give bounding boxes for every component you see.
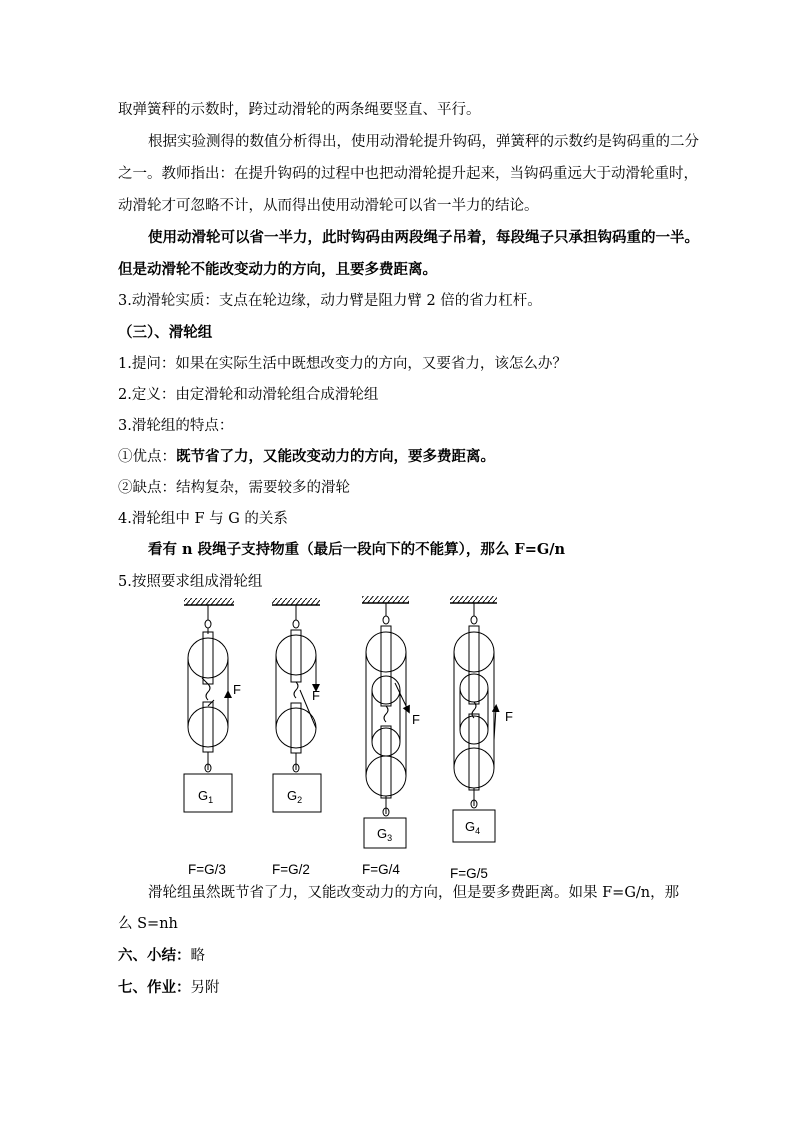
fixed-pulley-4b bbox=[460, 674, 488, 702]
section-homework bbox=[118, 978, 220, 998]
force-label-3: F bbox=[412, 712, 420, 727]
summary-line-1: 滑轮组虽然既节省了力，又能改变动力的方向，但是要多费距离。如果 F=G/n，那 bbox=[148, 885, 680, 901]
formula-2: F=G/2 bbox=[272, 862, 310, 877]
section-heading-pulley-block: （三）、滑轮组 bbox=[118, 324, 213, 341]
summary-value: 略 bbox=[190, 948, 205, 964]
item-features: 3.滑轮组的特点： bbox=[118, 418, 234, 434]
movable-pulley-3b bbox=[366, 756, 406, 796]
movable-pulley-4a bbox=[460, 716, 488, 744]
formula-3: F=G/4 bbox=[362, 862, 400, 877]
fixed-pulley-3b bbox=[372, 676, 400, 704]
fixed-pulley-3a bbox=[366, 632, 406, 672]
summary-line-2: 么 S=nh bbox=[118, 916, 178, 932]
item-definition: 2.定义：由定滑轮和动滑轮组合成滑轮组 bbox=[118, 387, 379, 403]
fixed-pulley-2 bbox=[276, 635, 316, 675]
item-f-g-relation: 4.滑轮组中 F 与 G 的关系 bbox=[118, 511, 288, 527]
fixed-pulley-4a bbox=[454, 632, 494, 672]
formula-4: F=G/5 bbox=[450, 866, 488, 881]
weight-label-4: $G_4$ bbox=[465, 819, 481, 836]
homework-value: 另附 bbox=[190, 980, 220, 996]
formula-1: F=G/3 bbox=[188, 862, 226, 877]
para-line-2: 根据实验测得的数值分析得出，使用动滑轮提升钩码，弹簧秤的示数约是钩码重的二分 bbox=[148, 134, 699, 150]
movable-pulley-1 bbox=[188, 707, 228, 747]
advantage-text: 既节省了力，又能改变动力的方向，要多费距离。 bbox=[176, 448, 495, 465]
pulley-setup-4 bbox=[450, 596, 497, 842]
rule-n-segments: 看有 n 段绳子支持物重（最后一段向下的不能算），那么 F=G/n bbox=[148, 541, 566, 558]
para-line-3: 之一。教师指出：在提升钩码的过程中也把动滑轮提升起来，当钩码重远大于动滑轮重时， bbox=[118, 166, 698, 182]
advantage-label: ①优点： bbox=[118, 449, 176, 465]
force-label-2: F bbox=[312, 688, 320, 703]
summary-label: 六、小结： bbox=[118, 947, 191, 964]
item-question: 1.提问：如果在实际生活中既想改变力的方向，又要省力，该怎么办？ bbox=[118, 356, 567, 372]
item-movable-pulley-essence: 3.动滑轮实质：支点在轮边缘，动力臂是阻力臂 2 倍的省力杠杆。 bbox=[118, 293, 542, 309]
weight-label-2: $G_2$ bbox=[287, 788, 303, 805]
movable-pulley-4b bbox=[454, 748, 494, 788]
homework-label: 七、作业： bbox=[118, 979, 191, 996]
pulley-setup-2 bbox=[272, 598, 321, 812]
item-compose-pulley: 5.按照要求组成滑轮组 bbox=[118, 574, 263, 590]
weight-label-1: $G_1$ bbox=[198, 788, 214, 805]
para-line-4: 动滑轮才可忽略不计，从而得出使用动滑轮可以省一半力的结论。 bbox=[118, 198, 539, 214]
fixed-pulley-1 bbox=[188, 638, 228, 678]
pulley-setup-1 bbox=[184, 598, 234, 812]
item-disadvantage: ②缺点：结构复杂，需要较多的滑轮 bbox=[118, 480, 350, 496]
bold-conclusion-line-1: 使用动滑轮可以省一半力，此时钩码由两段绳子吊着，每段绳子只承担钩码重的一半。 bbox=[148, 229, 699, 246]
force-label-1: F bbox=[233, 682, 241, 697]
section-summary bbox=[118, 946, 205, 966]
force-label-4: F bbox=[505, 709, 513, 724]
pulley-setup-3 bbox=[362, 596, 409, 848]
movable-pulley-3a bbox=[372, 728, 400, 756]
weight-label-3: $G_3$ bbox=[377, 826, 393, 843]
bold-conclusion-line-2: 但是动滑轮不能改变动力的方向，且要多费距离。 bbox=[118, 261, 437, 278]
para-line-1: 取弹簧秤的示数时，跨过动滑轮的两条绳要竖直、平行。 bbox=[118, 102, 481, 118]
